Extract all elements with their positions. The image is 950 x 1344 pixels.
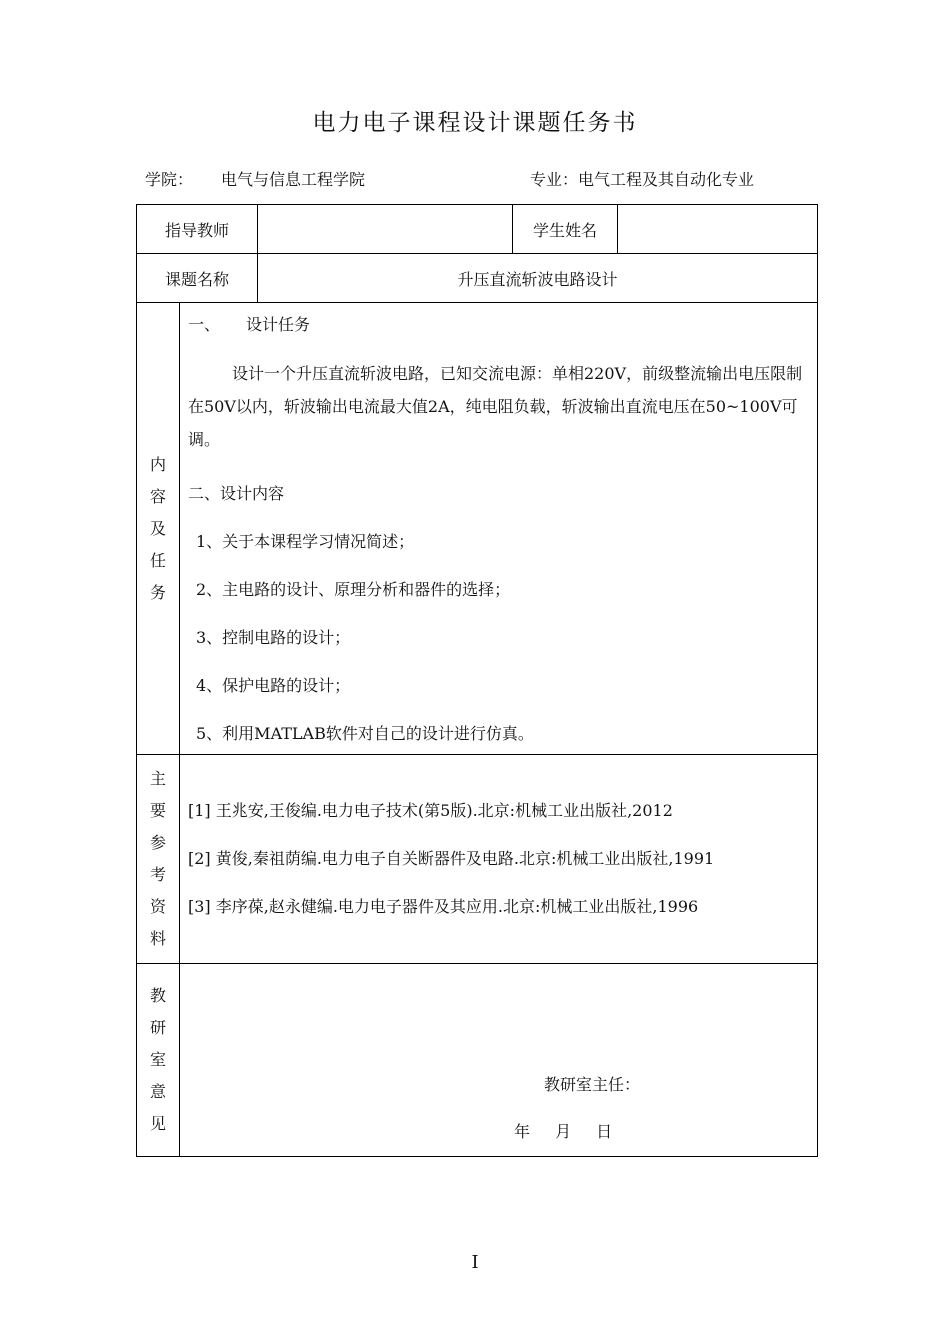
row-opinion <box>137 964 818 1157</box>
student-value[interactable] <box>618 205 818 254</box>
refs-label-char: 参 <box>149 833 166 852</box>
opinion-label-char: 意 <box>149 1082 166 1101</box>
content-item: 5、利用MATLAB软件对自己的设计进行仿真。 <box>196 724 534 743</box>
content-label-char: 任 <box>149 550 166 570</box>
content-label-char: 及 <box>149 518 166 538</box>
college-line <box>145 167 365 190</box>
content-label-char: 容 <box>149 486 166 506</box>
content-label <box>137 303 180 755</box>
college-label: 学院： <box>145 170 194 189</box>
section1-number: 一、 <box>188 315 221 334</box>
refs-cell <box>180 755 818 964</box>
opinion-label-char: 研 <box>149 1018 166 1037</box>
opinion-label-char: 教 <box>149 986 166 1005</box>
refs-label-char: 要 <box>149 801 166 820</box>
section2-title: 二、设计内容 <box>188 484 285 503</box>
document-title: 电力电子课程设计课题任务书 <box>312 110 638 136</box>
refs-label <box>137 755 180 964</box>
page-number: I <box>471 1252 479 1273</box>
college-value: 电气与信息工程学院 <box>221 170 366 189</box>
student-label: 学生姓名 <box>513 205 618 254</box>
section1-heading <box>188 313 805 337</box>
section1-title: 设计任务 <box>246 315 311 334</box>
content-label-char: 务 <box>149 582 166 602</box>
topic-value: 升压直流斩波电路设计 <box>258 254 818 303</box>
content-item: 3、控制电路的设计； <box>196 628 351 647</box>
row-advisor-student <box>137 205 818 254</box>
date-line: 年 月 日 <box>514 1122 613 1141</box>
opinion-label-char: 室 <box>149 1050 166 1069</box>
advisor-value[interactable] <box>258 205 513 254</box>
task-table <box>136 204 818 1157</box>
reference-item: [2] 黄俊,秦祖荫编.电力电子自关断器件及电路.北京:机械工业出版社,1991 <box>188 849 715 868</box>
refs-label-char: 主 <box>149 769 166 788</box>
content-item: 1、关于本课程学习情况简述； <box>196 532 415 551</box>
refs-label-char: 料 <box>149 929 166 948</box>
reference-item: [3] 李序葆,赵永健编.电力电子器件及其应用.北京:机械工业出版社,1996 <box>188 897 699 916</box>
content-cell <box>180 303 818 755</box>
opinion-label <box>137 964 180 1157</box>
task-description: 设计一个升压直流斩波电路，已知交流电源：单相220V，前级整流输出电压限制在50V以内，斩波输出电流最大值2A，纯电阻负载，斩波输出直流电压在50~100V可调。 <box>188 364 803 449</box>
opinion-cell <box>180 964 818 1157</box>
row-topic <box>137 254 818 303</box>
row-content <box>137 303 818 755</box>
content-label-char: 内 <box>149 454 166 474</box>
row-references <box>137 755 818 964</box>
director-signature-label: 教研室主任： <box>544 1075 641 1094</box>
content-item: 4、保护电路的设计； <box>196 676 351 695</box>
opinion-label-char: 见 <box>149 1114 166 1133</box>
reference-item: [1] 王兆安,王俊编.电力电子技术(第5版).北京:机械工业出版社,2012 <box>188 801 673 820</box>
advisor-label: 指导教师 <box>137 205 258 254</box>
refs-label-char: 考 <box>149 865 166 884</box>
major-line: 专业：电气工程及其自动化专业 <box>530 170 755 189</box>
content-item: 2、主电路的设计、原理分析和器件的选择； <box>196 580 511 599</box>
topic-label: 课题名称 <box>137 254 258 303</box>
refs-label-char: 资 <box>149 897 166 916</box>
